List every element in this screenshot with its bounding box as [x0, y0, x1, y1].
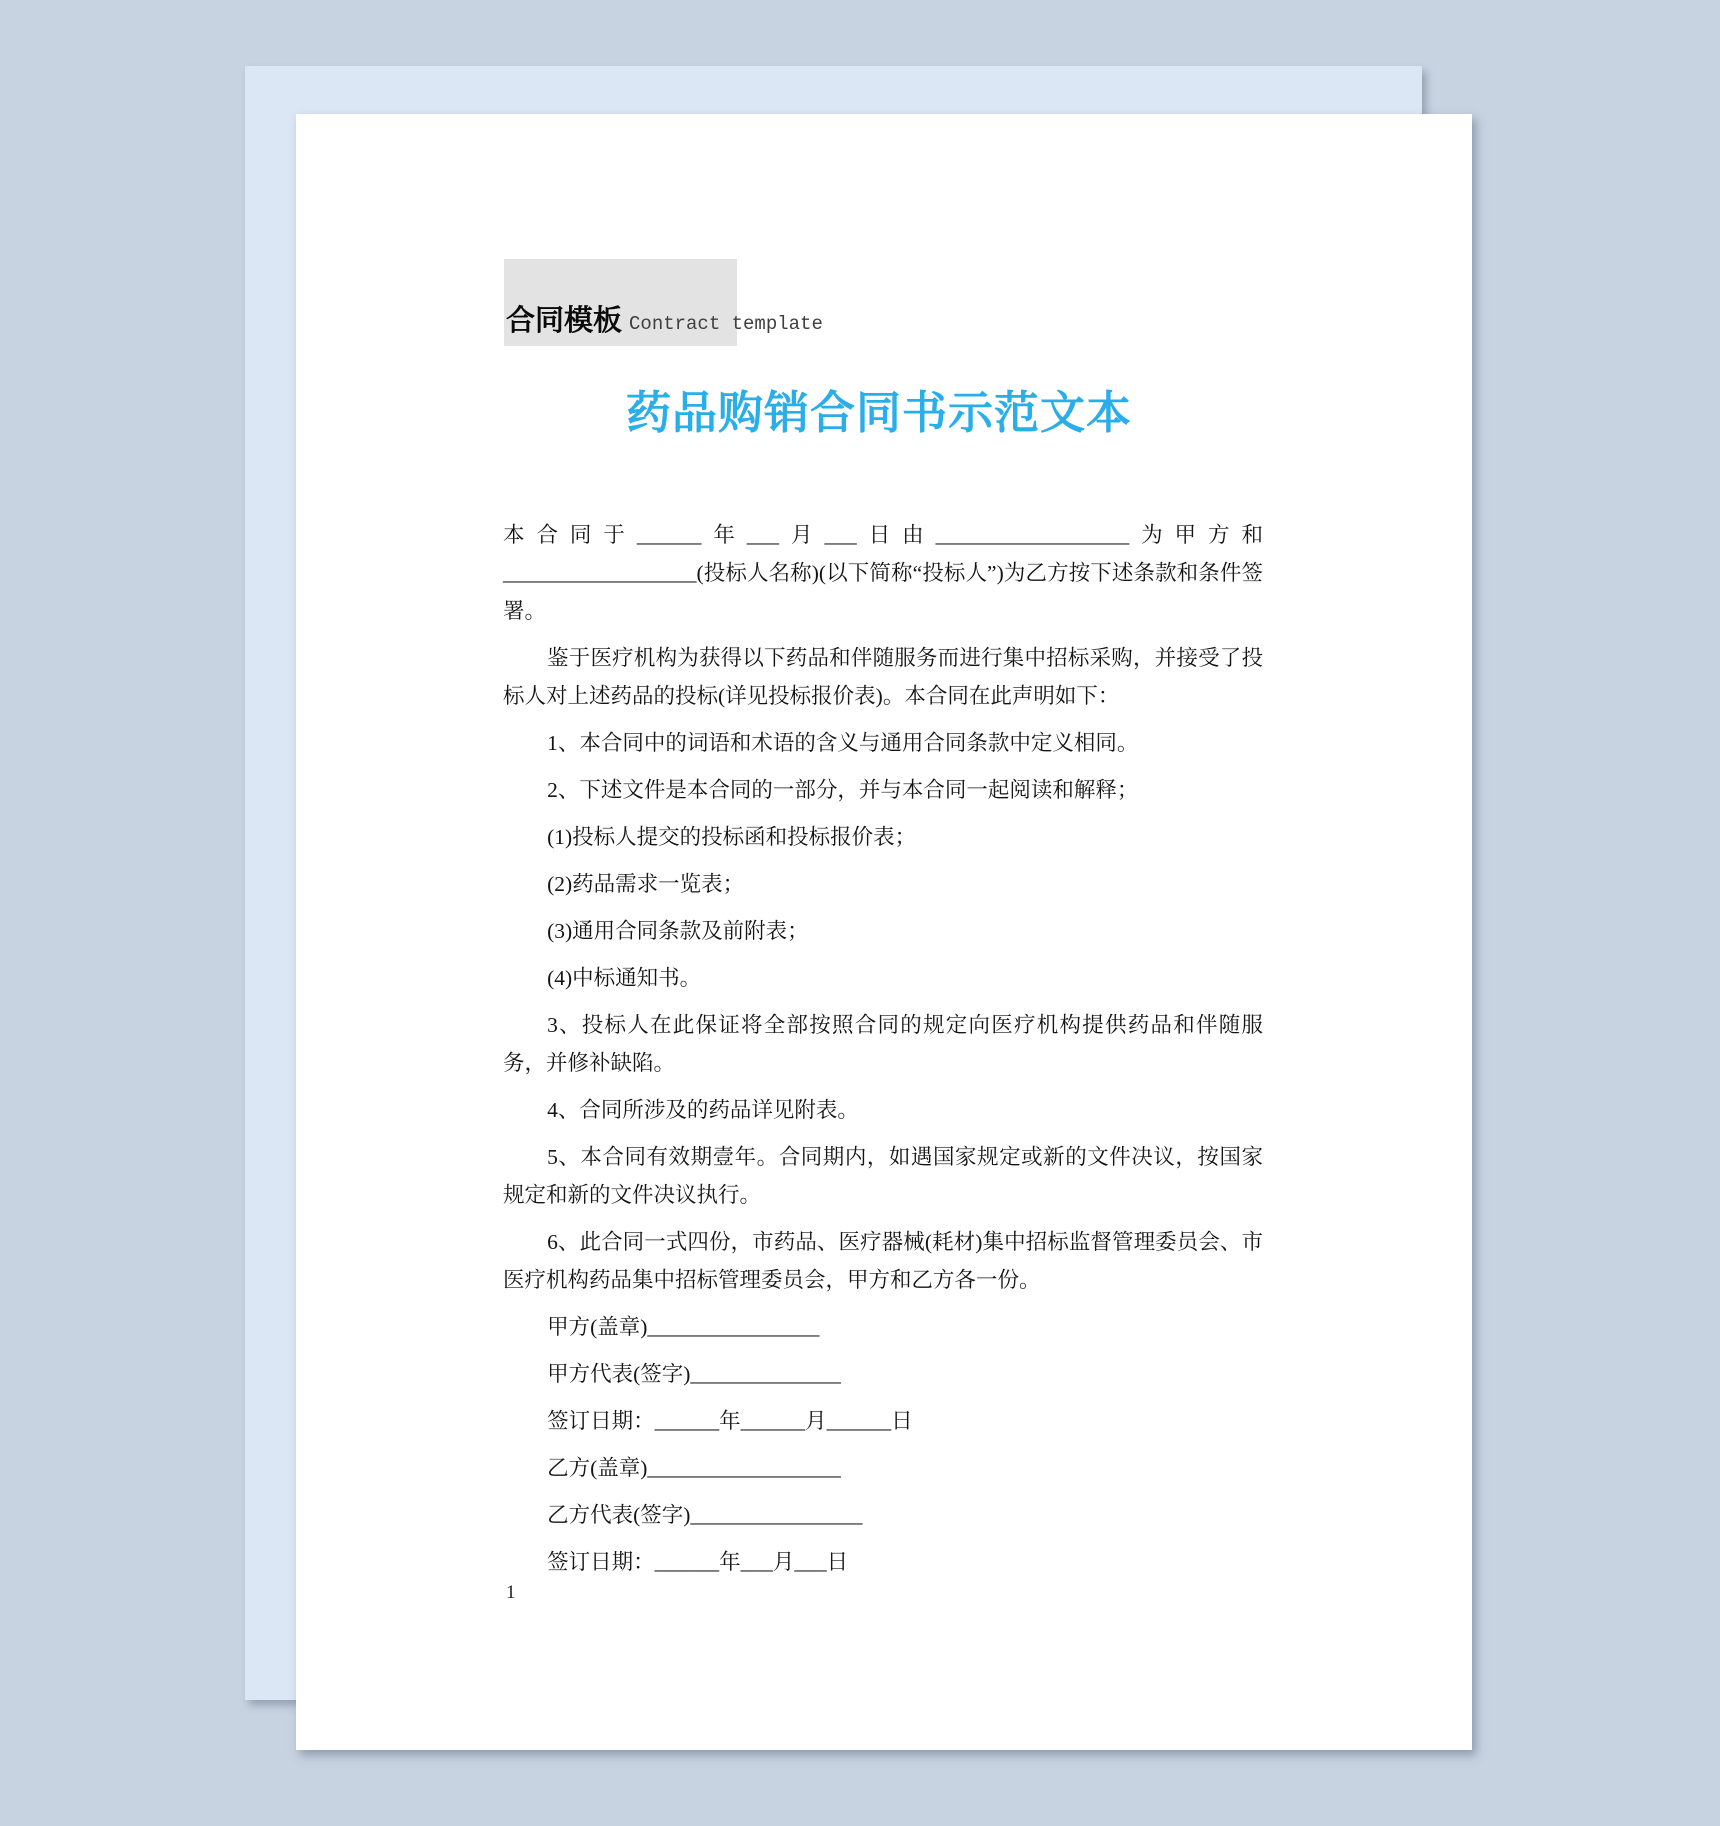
contract-template-badge — [504, 259, 823, 346]
paragraph: 4、合同所涉及的药品详见附表。 — [547, 1098, 859, 1122]
paragraph: 鉴于医疗机构为获得以下药品和伴随服务而进行集中招标采购，并接受了投标人对上述药品的投标(详见投标报价表)。本合同在此声明如下： — [503, 646, 1263, 708]
paragraph: 乙方(盖章)__________________ — [547, 1456, 841, 1480]
paragraph: 6、此合同一式四份，市药品、医疗器械(耗材)集中招标监督管理委员会、市医疗机构药品集中招标管理委员会，甲方和乙方各一份。 — [503, 1230, 1263, 1292]
paragraph: (1)投标人提交的投标函和投标报价表； — [547, 825, 917, 849]
page-number: 1 — [506, 1582, 516, 1603]
paragraph: 甲方(盖章)________________ — [547, 1315, 820, 1339]
paragraph: (3)通用合同条款及前附表； — [547, 919, 809, 943]
document-body — [503, 516, 1263, 1590]
paragraph: 签订日期：______年______月______日 — [547, 1409, 913, 1433]
paragraph: 乙方代表(签字)________________ — [547, 1503, 863, 1527]
paragraph: 5、本合同有效期壹年。合同期内，如遇国家规定或新的文件决议，按国家规定和新的文件决议执行。 — [503, 1145, 1263, 1207]
paragraph: 签订日期：______年___月___日 — [547, 1550, 849, 1574]
paragraph: (2)药品需求一览表； — [547, 872, 745, 896]
badge-label-zh: 合同模板 — [506, 305, 623, 337]
paragraph: 甲方代表(签字)______________ — [547, 1362, 841, 1386]
paragraph: (4)中标通知书。 — [547, 966, 702, 990]
paragraph: 3、投标人在此保证将全部按照合同的规定向医疗机构提供药品和伴随服务，并修补缺陷。 — [503, 1013, 1263, 1075]
badge-label-en: Contract template — [629, 313, 823, 336]
paragraph: 2、下述文件是本合同的一部分，并与本合同一起阅读和解释； — [547, 778, 1139, 802]
contract-document-page — [296, 114, 1472, 1750]
document-title: 药品购销合同书示范文本 — [625, 387, 1132, 438]
paragraph: 本合同于______年___月___日由__________________为甲方和__________________(投标人名称)(以下简称“投标人”)为乙方按下述条款和条件签署。 — [503, 523, 1263, 623]
paragraph: 1、本合同中的词语和术语的含义与通用合同条款中定义相同。 — [547, 731, 1139, 755]
